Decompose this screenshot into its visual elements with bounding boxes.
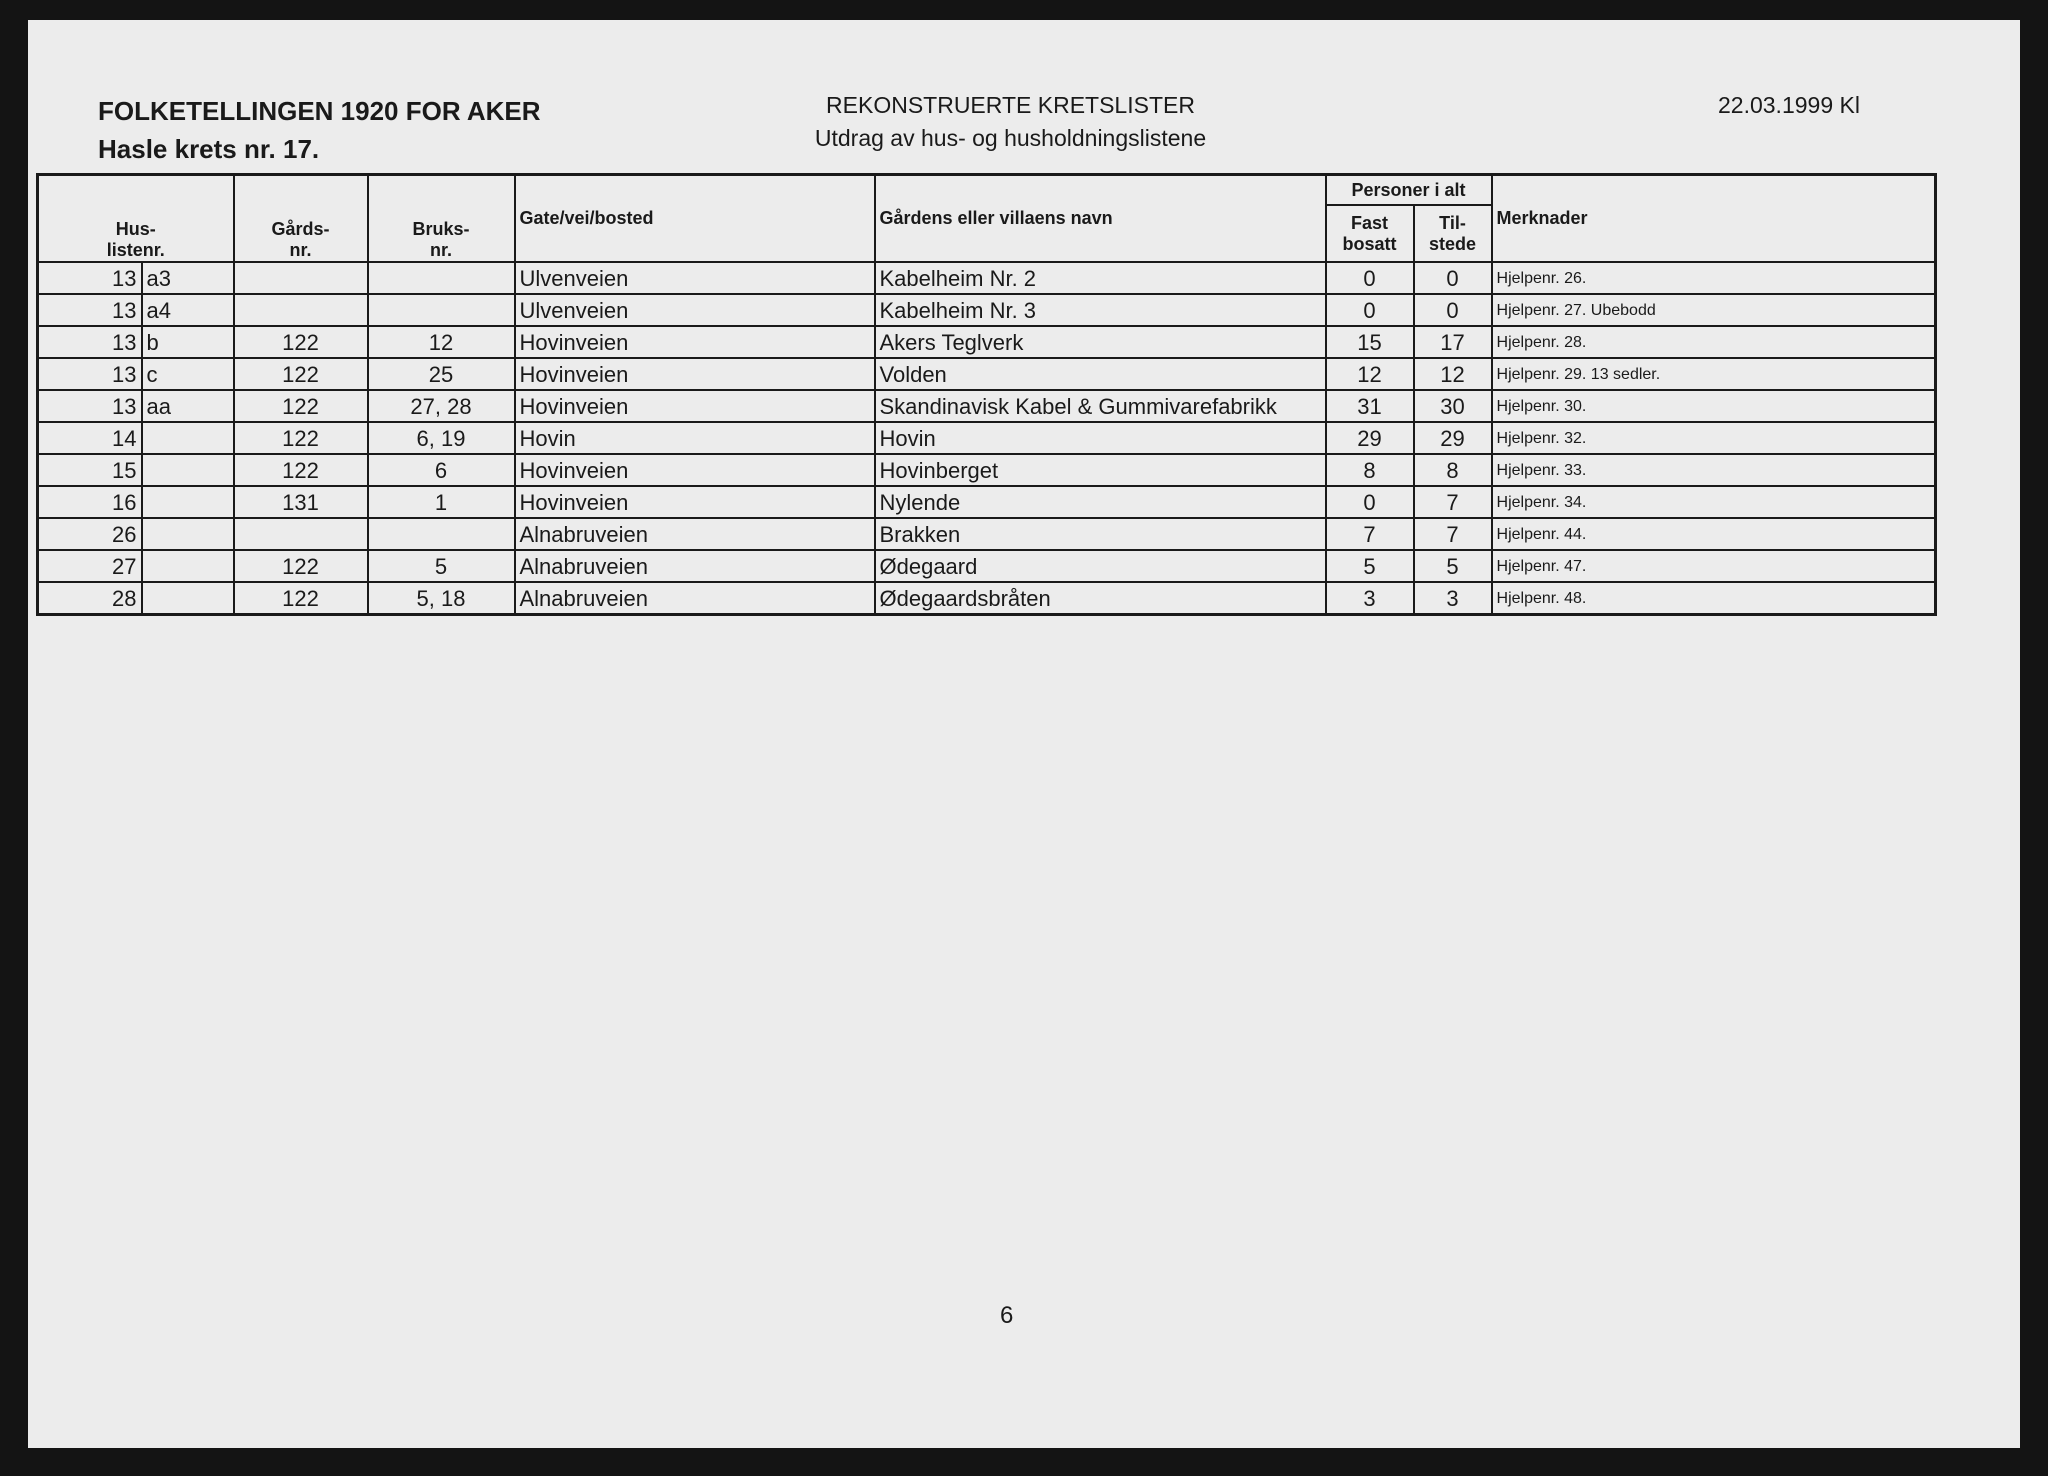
col-gardens-navn: Gårdens eller villaens navn — [875, 175, 1326, 263]
cell-gardens-navn: Kabelheim Nr. 3 — [875, 294, 1326, 326]
cell-huslistenr: 13 — [38, 390, 142, 422]
cell-gardens-navn: Ødegaard — [875, 550, 1326, 582]
table-row — [38, 422, 1936, 454]
cell-gardsnr: 122 — [234, 422, 368, 454]
cell-fast-bosatt: 3 — [1326, 582, 1414, 615]
cell-gardens-navn: Volden — [875, 358, 1326, 390]
cell-gardsnr — [234, 294, 368, 326]
table-row — [38, 486, 1936, 518]
cell-fast-bosatt: 15 — [1326, 326, 1414, 358]
cell-gate: Hovinveien — [515, 326, 875, 358]
cell-til-stede: 8 — [1414, 454, 1492, 486]
document-subtitle: Hasle krets nr. 17. — [98, 134, 320, 164]
cell-huslistenr: 14 — [38, 422, 142, 454]
cell-til-stede: 30 — [1414, 390, 1492, 422]
cell-til-stede: 29 — [1414, 422, 1492, 454]
cell-gardsnr: 122 — [234, 454, 368, 486]
table-row — [38, 358, 1936, 390]
cell-fast-bosatt: 31 — [1326, 390, 1414, 422]
cell-suffix: a4 — [142, 294, 234, 326]
section-subheading: Utdrag av hus- og husholdningslistene — [814, 125, 1207, 151]
cell-gardens-navn: Skandinavisk Kabel & Gummivarefabrikk — [875, 390, 1326, 422]
table-row — [38, 454, 1936, 486]
cell-huslistenr: 13 — [38, 326, 142, 358]
table-row — [38, 326, 1936, 358]
cell-gate: Alnabruveien — [515, 518, 875, 550]
cell-bruksnr: 5 — [368, 550, 515, 582]
cell-merknader: Hjelpenr. 48. — [1492, 582, 1936, 615]
cell-gardens-navn: Kabelheim Nr. 2 — [875, 262, 1326, 294]
cell-gate: Alnabruveien — [515, 550, 875, 582]
cell-til-stede: 12 — [1414, 358, 1492, 390]
cell-gardsnr — [234, 518, 368, 550]
cell-merknader: Hjelpenr. 26. — [1492, 262, 1936, 294]
cell-gardsnr: 122 — [234, 582, 368, 615]
col-gardsnr: Gårds- nr. — [234, 175, 368, 263]
cell-fast-bosatt: 8 — [1326, 454, 1414, 486]
cell-fast-bosatt: 29 — [1326, 422, 1414, 454]
cell-gardsnr: 122 — [234, 550, 368, 582]
cell-gardens-navn: Nylende — [875, 486, 1326, 518]
cell-gardsnr: 122 — [234, 390, 368, 422]
cell-gate: Hovinveien — [515, 390, 875, 422]
cell-fast-bosatt: 0 — [1326, 294, 1414, 326]
cell-til-stede: 0 — [1414, 294, 1492, 326]
cell-huslistenr: 13 — [38, 294, 142, 326]
cell-fast-bosatt: 0 — [1326, 262, 1414, 294]
cell-merknader: Hjelpenr. 30. — [1492, 390, 1936, 422]
cell-huslistenr: 13 — [38, 358, 142, 390]
cell-merknader: Hjelpenr. 47. — [1492, 550, 1936, 582]
cell-gardsnr — [234, 262, 368, 294]
table-row — [38, 550, 1936, 582]
cell-gate: Hovinveien — [515, 454, 875, 486]
cell-suffix — [142, 550, 234, 582]
table-row — [38, 582, 1936, 615]
cell-gardsnr: 131 — [234, 486, 368, 518]
section-heading: REKONSTRUERTE KRETSLISTER — [826, 92, 1195, 118]
cell-bruksnr: 5, 18 — [368, 582, 515, 615]
table-row — [38, 262, 1936, 294]
cell-huslistenr: 13 — [38, 262, 142, 294]
col-til-stede: Til- stede — [1414, 205, 1492, 262]
cell-suffix — [142, 486, 234, 518]
page-number: 6 — [1000, 1302, 1014, 1329]
cell-suffix: a3 — [142, 262, 234, 294]
cell-merknader: Hjelpenr. 29. 13 sedler. — [1492, 358, 1936, 390]
cell-huslistenr: 16 — [38, 486, 142, 518]
table-row — [38, 294, 1936, 326]
cell-suffix: b — [142, 326, 234, 358]
cell-merknader: Hjelpenr. 27. Ubebodd — [1492, 294, 1936, 326]
cell-gardens-navn: Hovinberget — [875, 454, 1326, 486]
table-row — [38, 518, 1936, 550]
census-table — [36, 173, 1937, 616]
cell-bruksnr — [368, 294, 515, 326]
cell-merknader: Hjelpenr. 44. — [1492, 518, 1936, 550]
cell-suffix — [142, 422, 234, 454]
col-group-personer: Personer i alt — [1326, 175, 1492, 206]
cell-huslistenr: 28 — [38, 582, 142, 615]
cell-suffix — [142, 518, 234, 550]
cell-gardens-navn: Akers Teglverk — [875, 326, 1326, 358]
cell-bruksnr: 6 — [368, 454, 515, 486]
cell-gate: Ulvenveien — [515, 262, 875, 294]
cell-til-stede: 7 — [1414, 486, 1492, 518]
cell-merknader: Hjelpenr. 32. — [1492, 422, 1936, 454]
cell-til-stede: 3 — [1414, 582, 1492, 615]
cell-huslistenr: 27 — [38, 550, 142, 582]
cell-merknader: Hjelpenr. 34. — [1492, 486, 1936, 518]
cell-merknader: Hjelpenr. 28. — [1492, 326, 1936, 358]
cell-fast-bosatt: 7 — [1326, 518, 1414, 550]
col-merknader: Merknader — [1492, 175, 1936, 263]
col-bruksnr: Bruks- nr. — [368, 175, 515, 263]
cell-bruksnr: 12 — [368, 326, 515, 358]
cell-bruksnr: 6, 19 — [368, 422, 515, 454]
cell-fast-bosatt: 0 — [1326, 486, 1414, 518]
cell-til-stede: 0 — [1414, 262, 1492, 294]
cell-suffix: c — [142, 358, 234, 390]
date-stamp: 22.03.1999 Kl — [1718, 92, 1860, 118]
cell-suffix — [142, 454, 234, 486]
cell-til-stede: 5 — [1414, 550, 1492, 582]
cell-merknader: Hjelpenr. 33. — [1492, 454, 1936, 486]
cell-bruksnr — [368, 518, 515, 550]
cell-bruksnr — [368, 262, 515, 294]
cell-bruksnr: 1 — [368, 486, 515, 518]
cell-bruksnr: 27, 28 — [368, 390, 515, 422]
cell-gate: Alnabruveien — [515, 582, 875, 615]
cell-gate: Hovin — [515, 422, 875, 454]
cell-gardens-navn: Ødegaardsbråten — [875, 582, 1326, 615]
col-gate: Gate/vei/bosted — [515, 175, 875, 263]
table-row — [38, 390, 1936, 422]
cell-gate: Hovinveien — [515, 358, 875, 390]
cell-huslistenr: 26 — [38, 518, 142, 550]
cell-fast-bosatt: 5 — [1326, 550, 1414, 582]
cell-suffix — [142, 582, 234, 615]
cell-gardsnr: 122 — [234, 358, 368, 390]
cell-gardens-navn: Hovin — [875, 422, 1326, 454]
cell-til-stede: 7 — [1414, 518, 1492, 550]
cell-gardsnr: 122 — [234, 326, 368, 358]
col-huslistenr: Hus- listenr. — [38, 175, 234, 263]
cell-gate: Ulvenveien — [515, 294, 875, 326]
cell-suffix: aa — [142, 390, 234, 422]
cell-bruksnr: 25 — [368, 358, 515, 390]
cell-gardens-navn: Brakken — [875, 518, 1326, 550]
cell-huslistenr: 15 — [38, 454, 142, 486]
cell-til-stede: 17 — [1414, 326, 1492, 358]
document-title: FOLKETELLINGEN 1920 FOR AKER — [98, 96, 541, 126]
col-fast-bosatt: Fast bosatt — [1326, 205, 1414, 262]
cell-gate: Hovinveien — [515, 486, 875, 518]
cell-fast-bosatt: 12 — [1326, 358, 1414, 390]
